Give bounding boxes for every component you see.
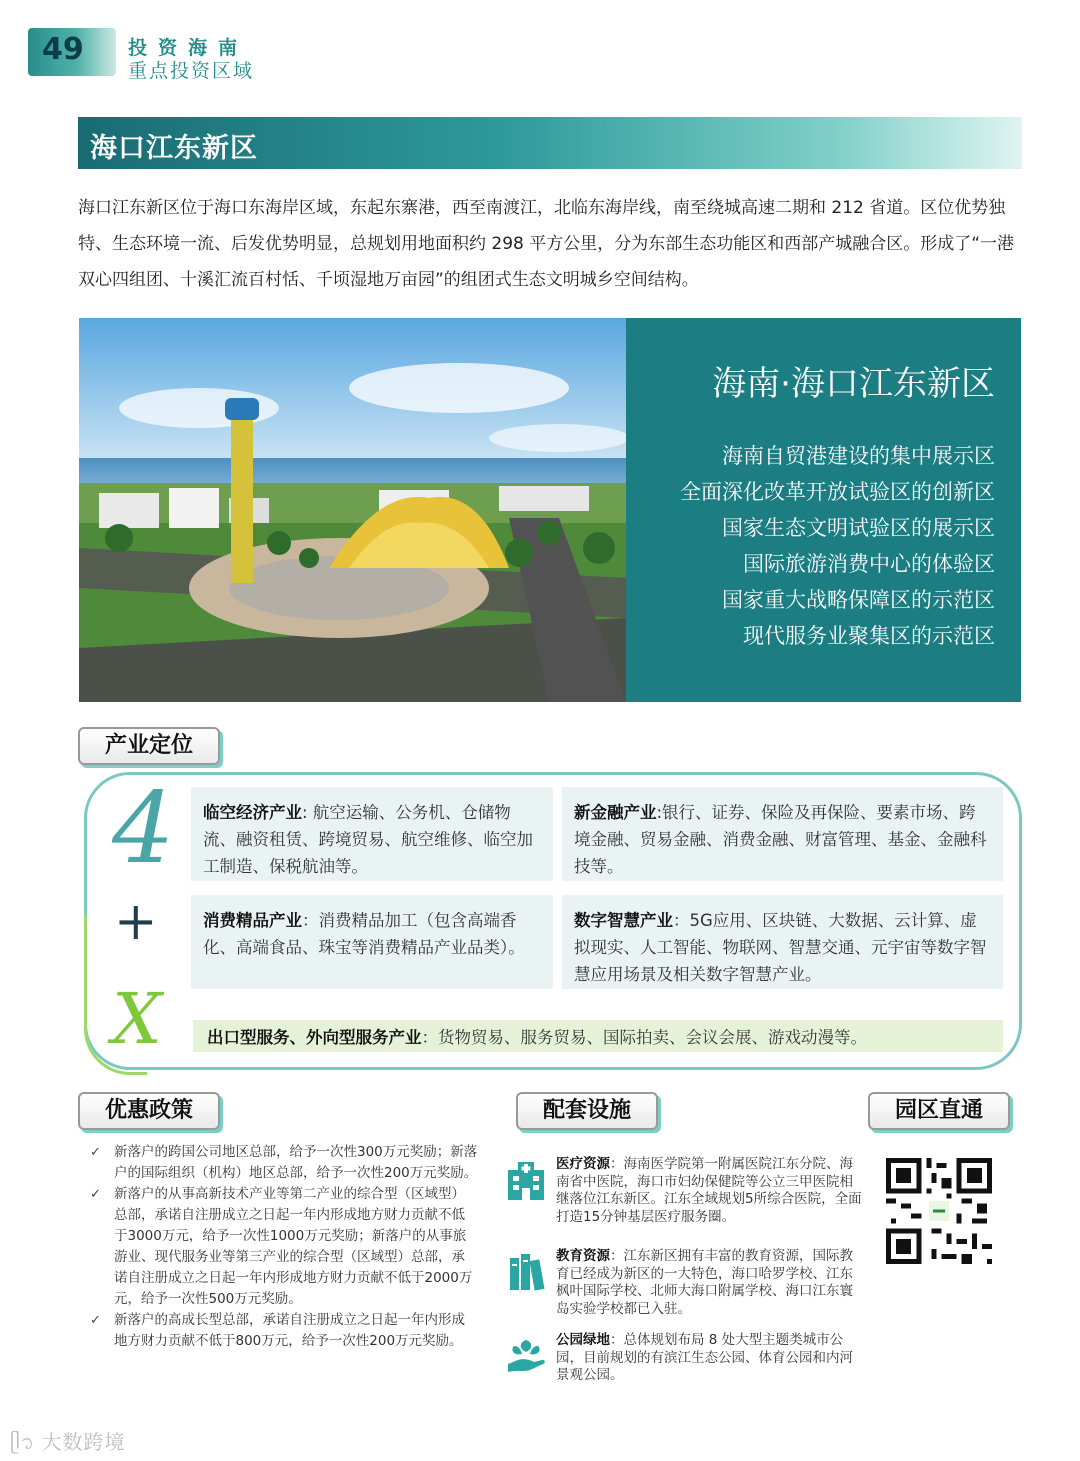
facilities-tab: 配套设施 (516, 1092, 658, 1130)
policy-text: 新落户的从事高新技术产业等第二产业的综合型（区域型）总部，承诺自注册成立之日起一年内形成地方财力贡献不低于3000万元，给予一次性1000万元奖励；新落户的从事旅游业、现代服务业等第三产业的综合型（区域型）总部，承诺自注册成立之日起一年内形成地方财力贡献不低于2000万元，给予一次性500万元奖励。 (114, 1186, 473, 1307)
industry-text: :银行、证券、保险及再保险、要素市场、跨境金融、贸易金融、消费金融、财富管理、基金、金融科技等。 (574, 803, 987, 876)
industry-tab: 产业定位 (78, 727, 220, 765)
industry-cell (562, 895, 1003, 989)
policy-item (86, 1142, 478, 1184)
aerial-photo-illustration (79, 318, 626, 702)
symbol-x: X (112, 978, 162, 1060)
facility-text (556, 1156, 864, 1226)
facility-name: 教育资源 (556, 1248, 610, 1264)
qr-code-icon[interactable] (886, 1158, 992, 1264)
industry-name: 临空经济产业 (203, 803, 302, 822)
section-title: 海口江东新区 (90, 133, 258, 164)
hand-plant-icon (504, 1334, 548, 1378)
industry-text: ：5G应用、区块链、大数据、云计算、虚拟现实、人工智能、物联网、智慧交通、元宇宙等数字智慧应用场景及相关数字智慧产业。 (574, 911, 987, 984)
facility-text (556, 1248, 864, 1318)
hero-list (680, 438, 995, 654)
policy-text: 新落户的跨国公司地区总部，给予一次性300万元奖励；新落户的国际组织（机构）地区总部，给予一次性200万元奖励。 (114, 1144, 478, 1181)
hero-item: 国家重大战略保障区的示范区 (722, 588, 995, 612)
books-icon (504, 1250, 548, 1294)
policy-item (86, 1184, 478, 1310)
check-icon: ✓ (90, 1313, 101, 1328)
industry-cell (562, 787, 1003, 881)
hero (79, 318, 1021, 702)
check-icon: ✓ (90, 1145, 101, 1160)
hero-item: 国家生态文明试验区的展示区 (722, 516, 995, 540)
hero-title: 海南·海口江东新区 (712, 364, 995, 404)
aerial-photo (79, 318, 626, 702)
check-icon: ✓ (90, 1187, 101, 1202)
industry-text: ：消费精品加工（包含高端香化、高端食品、珠宝等消费精品产业品类）。 (203, 911, 525, 957)
industry-text: : 航空运输、公务机、仓储物流、融资租赁、跨境贸易、航空维修、临空加工制造、保税航油等。 (203, 803, 533, 876)
industry-name: 新金融产业 (574, 803, 657, 822)
hospital-icon (504, 1158, 548, 1202)
section-intro: 海口江东新区位于海口东海岸区域，东起东寨港，西至南渡江，北临东海岸线，南至绕城高速二期和 212 省道。区位优势独特、生态环境一流、后发优势明显，总规划用地面积约 298 平方公里，分为东部生态功能区和西部产城融合区。形成了“一港双心四组团、十溪汇流百村恬、千顷湿地万亩园”的组团式生态文明城乡空间结构。 (78, 198, 1015, 290)
policy-tab: 优惠政策 (78, 1092, 220, 1130)
hero-item: 海南自贸港建设的集中展示区 (722, 444, 995, 468)
industry-name: 消费精品产业 (203, 911, 302, 930)
watermark-text: 大数跨境 (41, 1430, 126, 1454)
industry-name: 出口型服务、外向型服务产业 (207, 1028, 422, 1047)
symbol-four: 4 (112, 772, 175, 886)
industry-cell (191, 787, 553, 881)
watermark-logo-icon: ᥫ᭡ (10, 1430, 36, 1454)
facility-name: 公园绿地 (556, 1332, 610, 1348)
industry-cell-wide (193, 1020, 1003, 1052)
industry-cell (191, 895, 553, 989)
facility-desc: ：海南医学院第一附属医院江东分院、海南省中医院，海口市妇幼保健院等公立三甲医院相继落位江东新区。江东全域规划5所综合医院，全面打造15分钟基层医疗服务圈。 (556, 1156, 862, 1225)
facility-text (556, 1332, 864, 1385)
symbol-plus: + (114, 892, 158, 952)
watermark (10, 1426, 125, 1461)
hero-item: 全面深化改革开放试验区的创新区 (680, 480, 995, 504)
header-subtitle: 重点投资区域 (128, 60, 255, 82)
hero-item: 国际旅游消费中心的体验区 (743, 552, 995, 576)
industry-text: ：货物贸易、服务贸易、国际拍卖、会议会展、游戏动漫等。 (421, 1028, 867, 1047)
policy-list (86, 1142, 478, 1352)
page-number-badge (28, 28, 116, 76)
hero-item: 现代服务业聚集区的示范区 (743, 624, 995, 648)
hero-panel (626, 318, 1021, 702)
park-tab: 园区直通 (868, 1092, 1010, 1130)
section-banner (78, 117, 1022, 169)
policy-text: 新落户的高成长型总部，承诺自注册成立之日起一年内形成地方财力贡献不低于800万元，给予一次性200万元奖励。 (114, 1312, 465, 1349)
industry-name: 数字智慧产业 (574, 911, 673, 930)
facility-desc: ：江东新区拥有丰富的教育资源，国际教育已经成为新区的一大特色，海口哈罗学校、江东枫叶国际学校、北师大海口附属学校、海口江东寰岛实验学校都已入驻。 (556, 1248, 853, 1317)
page-number: 49 (42, 32, 84, 67)
header-title: 投资海南 (128, 37, 249, 59)
facility-name: 医疗资源 (556, 1156, 610, 1172)
facility-desc: ：总体规划布局 8 处大型主题类城市公园，目前规划的有滨江生态公园、体育公园和内河景观公园。 (556, 1332, 853, 1383)
policy-item (86, 1310, 478, 1352)
